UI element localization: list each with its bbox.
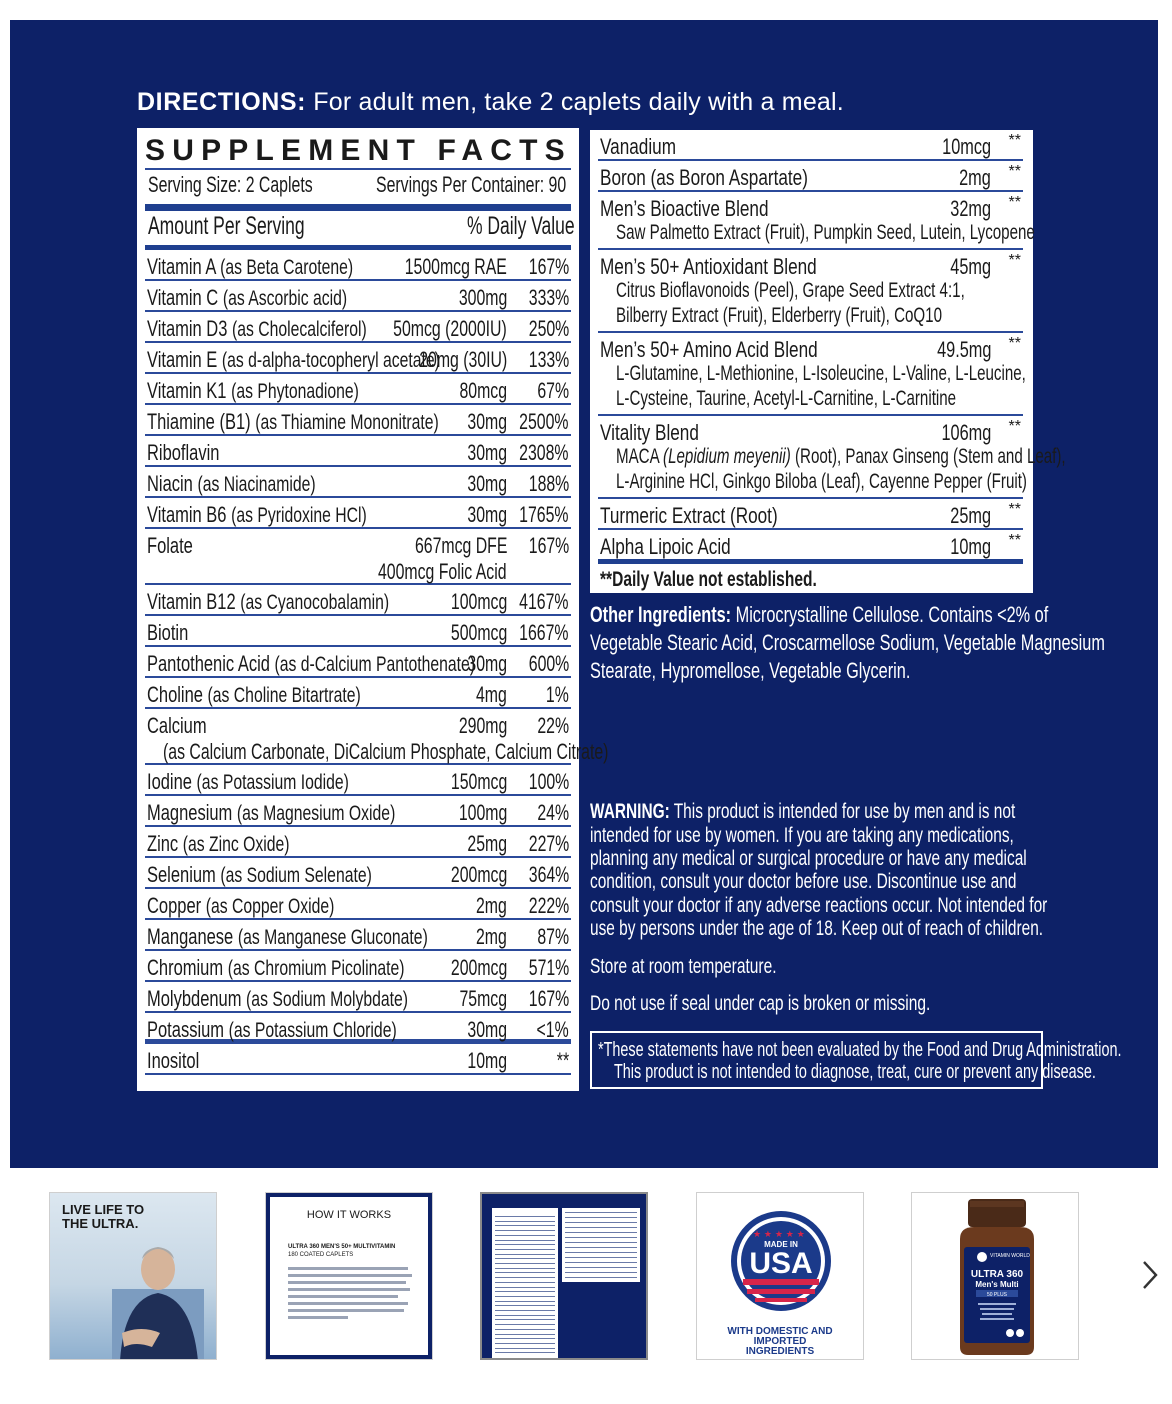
- other-ingredients-line-1: [590, 602, 1048, 628]
- nutrient-row: [145, 436, 571, 467]
- svg-text:★ ★ ★ ★ ★: ★ ★ ★ ★ ★: [753, 1230, 805, 1240]
- nutrient-row: [145, 796, 571, 827]
- divider-thick: [598, 559, 1023, 564]
- nutrient-label: Niacin: [147, 471, 193, 496]
- nutrient-name: [147, 285, 347, 311]
- nutrient-label: Thiamine (B1): [147, 409, 251, 434]
- nutrient-name: [147, 831, 290, 857]
- thumbnail-how-it-works[interactable]: [265, 1192, 433, 1360]
- other-ingredients-label: Other Ingredients:: [590, 602, 732, 627]
- nutrient-name: [147, 800, 395, 826]
- mini-rule: [495, 1272, 555, 1273]
- nutrient-amount: 150mcg: [450, 769, 507, 794]
- mini-rule: [565, 1267, 637, 1268]
- nutrient-source: (as Cholecalciferol): [231, 318, 367, 341]
- nutrient-row: [145, 405, 571, 436]
- how-it-works-title: HOW IT WORKS: [306, 1209, 392, 1221]
- nutrient-amount: 100mcg: [450, 589, 507, 614]
- other-ingredients-text: Microcrystalline Cellulose. Contains <2% of: [731, 602, 1049, 627]
- nutrient-daily-value: 4167%: [519, 589, 569, 614]
- bottle-brand: VITAMIN WORLD: [990, 1253, 1030, 1259]
- nutrient-row: [145, 858, 571, 889]
- blend-name: Men’s Bioactive Blend: [600, 196, 769, 221]
- mini-rule: [565, 1242, 637, 1243]
- nutrient-name: [147, 955, 405, 981]
- nutrient-name: [147, 254, 353, 280]
- nutrient-row: [145, 467, 571, 498]
- nutrient-source: (as Potassium Iodide): [196, 771, 349, 794]
- blend-name: Men’s 50+ Amino Acid Blend: [600, 337, 818, 362]
- bottle-icon: [952, 1197, 1042, 1357]
- nutrient-label: Biotin: [147, 620, 189, 645]
- daily-value-header: % Daily Value: [467, 212, 575, 240]
- blend-row: [598, 333, 1026, 416]
- nutrient-amount: 80mcg: [459, 378, 507, 403]
- nutrient-daily-value: 1%: [546, 682, 569, 707]
- nutrient-label: Riboflavin: [147, 440, 220, 465]
- nutrient-row: [145, 765, 571, 796]
- nutrient-row: [145, 827, 571, 858]
- mini-rule: [565, 1232, 637, 1233]
- mini-rule: [495, 1287, 555, 1288]
- nutrient-name: [147, 1017, 397, 1043]
- how-it-works-product: ULTRA 360 MEN'S 50+ MULTIVITAMIN: [288, 1244, 396, 1250]
- mini-rule: [495, 1225, 555, 1226]
- nutrient-source: (as Magnesium Oxide): [236, 802, 396, 825]
- directions-label: DIRECTIONS:: [137, 88, 307, 116]
- nutrient-source: (as Ascorbic acid): [222, 287, 348, 310]
- nutrient-amount: 30mg: [467, 471, 507, 496]
- amount-per-serving-header: Amount Per Serving: [148, 212, 305, 240]
- fda-disclaimer-box: [590, 1031, 1122, 1089]
- nutrient-daily-value: <1%: [536, 1017, 569, 1042]
- nutrient-name: [147, 620, 188, 646]
- nutrient-amount: 100mg: [458, 800, 507, 825]
- nutrient-daily-value: 167%: [528, 533, 569, 558]
- nutrient-label: Zinc: [147, 831, 179, 856]
- blend-dv-mark: **: [1008, 335, 1021, 352]
- blend-dv-mark: **: [1008, 252, 1021, 269]
- nutrient-daily-value: 571%: [528, 955, 569, 980]
- nutrient-amount: 200mcg: [450, 955, 507, 980]
- mini-rule: [565, 1227, 637, 1228]
- text-line: [288, 1274, 412, 1277]
- nutrient-amount: 200mcg: [450, 862, 507, 887]
- nutrient-row: [145, 374, 571, 405]
- nutrient-label: Chromium: [147, 955, 224, 980]
- nutrient-amount: 30mg: [467, 440, 507, 465]
- nutrient-row: [145, 250, 571, 281]
- blend-dv-mark: **: [1008, 132, 1021, 149]
- nutrient-name: [147, 589, 389, 615]
- nutrient-daily-value: 133%: [528, 347, 569, 372]
- nutrient-daily-value: 250%: [528, 316, 569, 341]
- nutrient-daily-value: 167%: [528, 986, 569, 1011]
- mini-rule: [565, 1277, 637, 1278]
- warning-line-2: intended for use by women. If you are taking any medications,: [590, 824, 1014, 847]
- nutrient-row: [145, 281, 571, 312]
- blend-row: [598, 499, 1023, 530]
- mini-facts-left: [492, 1208, 558, 1358]
- nutrient-daily-value: 227%: [528, 831, 569, 856]
- nutrient-daily-value: 1667%: [519, 620, 569, 645]
- seal-text: Do not use if seal under cap is broken or missing.: [590, 992, 931, 1015]
- mini-rule: [495, 1291, 555, 1292]
- nutrient-label: Inositol: [147, 1048, 200, 1073]
- nutrient-source: (as Thiamine Mononitrate): [255, 411, 439, 434]
- nutrient-daily-value: 364%: [528, 862, 569, 887]
- nutrient-name: [147, 769, 349, 795]
- nutrient-row: [145, 498, 571, 529]
- mini-rule: [495, 1258, 555, 1259]
- blend-ingredients: L-Arginine HCl, Ginkgo Biloba (Leaf), Cayenne Pepper (Fruit): [616, 470, 1027, 493]
- nutrient-name: [147, 471, 316, 497]
- text-line: [288, 1295, 398, 1298]
- domestic-ingredients-caption: WITH DOMESTIC AND IMPORTED INGREDIENTS: [727, 1326, 833, 1357]
- blend-ingredients: Citrus Bioflavonoids (Peel), Grape Seed Extract 4:1,: [616, 279, 965, 302]
- thumbnail-tagline: LIVE LIFE TO THE ULTRA.: [62, 1202, 145, 1231]
- blend-dv-mark: **: [1008, 194, 1021, 211]
- blend-row: [598, 130, 1023, 161]
- mini-facts-right: [562, 1208, 640, 1282]
- blend-row: [598, 161, 1023, 192]
- blend-name: Men’s 50+ Antioxidant Blend: [600, 254, 817, 279]
- nutrient-row: [145, 1013, 571, 1044]
- thumbnail-product-bottle[interactable]: [911, 1192, 1079, 1360]
- blend-amount: 106mg: [941, 420, 991, 445]
- mini-rule: [495, 1305, 555, 1306]
- nutrient-source: (as Sodium Selenate): [220, 864, 372, 887]
- nutrient-label: Vitamin E: [147, 347, 218, 372]
- blend-dv-mark: **: [1008, 163, 1021, 180]
- nutrient-daily-value: 87%: [537, 924, 569, 949]
- nutrient-row: [145, 709, 609, 765]
- nutrient-name: [147, 1048, 199, 1074]
- mini-rule: [565, 1252, 637, 1253]
- nutrient-daily-value: 600%: [528, 651, 569, 676]
- warning-line-1: [590, 800, 1015, 824]
- nutrient-daily-value: 100%: [528, 769, 569, 794]
- nutrient-label: Vitamin B6: [147, 502, 227, 527]
- usa-text: USA: [749, 1247, 813, 1280]
- nutrient-amount: 30mg: [467, 502, 507, 527]
- nutrient-label: Calcium: [147, 713, 207, 738]
- blend-amount: 32mg: [950, 196, 991, 221]
- nutrient-row: [145, 343, 571, 374]
- nutrient-label: Potassium: [147, 1017, 225, 1042]
- main-product-image[interactable]: [10, 20, 1158, 1168]
- nutrient-source: (as Manganese Gluconate): [237, 926, 428, 949]
- other-ingredients-line-2: Vegetable Stearic Acid, Croscarmellose Sodium, Vegetable Magnesium: [590, 630, 1105, 655]
- nutrient-daily-value: 67%: [537, 378, 569, 403]
- nutrient-label: Choline: [147, 682, 203, 707]
- blend-ingredients: Saw Palmetto Extract (Fruit), Pumpkin Seed, Lutein, Lycopene: [616, 221, 1035, 244]
- nutrient-amount: 30mg: [467, 651, 507, 676]
- mini-rule: [495, 1244, 555, 1245]
- directions-text: [137, 88, 1037, 117]
- blend-name: Vitality Blend: [600, 420, 699, 445]
- nutrient-amount: 667mcg DFE: [414, 533, 507, 558]
- mini-rule: [495, 1230, 555, 1231]
- nutrient-daily-value: 22%: [537, 713, 569, 738]
- nutrient-source: (as Zinc Oxide): [182, 833, 290, 856]
- mini-rule: [565, 1237, 637, 1238]
- nutrient-name: [147, 651, 475, 677]
- nutrient-subline: 400mcg Folic Acid: [378, 559, 507, 584]
- mini-rule: [495, 1352, 555, 1353]
- nutrient-row: [145, 647, 571, 678]
- mini-rule: [495, 1249, 555, 1250]
- text-line: [288, 1309, 404, 1312]
- nutrient-row: [145, 585, 571, 616]
- mini-rule: [565, 1222, 637, 1223]
- warning-label: WARNING:: [590, 800, 670, 823]
- nutrient-label: Vitamin K1: [147, 378, 227, 403]
- warning-text: This product is intended for use by men and is not: [669, 800, 1016, 823]
- nutrient-row: [145, 889, 571, 920]
- servings-per-container: Servings Per Container: 90: [376, 172, 567, 197]
- nutrient-source: (as Phytonadione): [231, 380, 359, 403]
- blend-amount: 10mg: [950, 534, 991, 559]
- bottle-age: 50 PLUS: [986, 1292, 1008, 1298]
- mini-rule: [495, 1334, 555, 1335]
- blend-row: [598, 192, 1035, 250]
- mini-rule: [495, 1315, 555, 1316]
- blend-dv-mark: **: [1008, 532, 1021, 549]
- mini-rule: [495, 1240, 555, 1241]
- how-it-works-subtitle: [288, 1243, 395, 1259]
- how-it-works-card: [270, 1197, 428, 1355]
- warning-line-3: planning any medical or surgical procedure or have any medical: [590, 847, 1027, 870]
- mini-rule: [495, 1301, 555, 1302]
- text-line: [288, 1316, 348, 1319]
- nutrient-row: [145, 529, 571, 585]
- nutrient-label: Iodine: [147, 769, 192, 794]
- mini-rule: [495, 1235, 555, 1236]
- nutrient-source: (as d-alpha-tocopheryl acetate): [221, 349, 440, 372]
- nutrient-label: Pantothenic Acid: [147, 651, 270, 676]
- nutrient-source: (as Beta Carotene): [220, 256, 354, 279]
- nutrient-daily-value: 2308%: [519, 440, 569, 465]
- nutrient-name: [147, 862, 372, 888]
- nutrient-daily-value: 2500%: [519, 409, 569, 434]
- mini-rule: [495, 1282, 555, 1283]
- nutrient-amount: 300mg: [458, 285, 507, 310]
- nutrient-row: [145, 616, 571, 647]
- nutrient-amount: 75mcg: [459, 986, 507, 1011]
- nutrient-label: Vitamin B12: [147, 589, 236, 614]
- supplement-facts-right-panel: [590, 130, 1066, 593]
- nutrient-amount: 30mg: [467, 409, 507, 434]
- thumbnail-made-in-usa[interactable]: [696, 1192, 864, 1360]
- daily-value-footnote: **Daily Value not established.: [600, 568, 817, 591]
- blend-amount: 10mcg: [942, 134, 991, 159]
- mini-rule: [495, 1216, 555, 1217]
- blend-name: Boron (as Boron Aspartate): [600, 165, 808, 190]
- nutrient-daily-value: **: [556, 1048, 569, 1073]
- mini-rule: [565, 1272, 637, 1273]
- divider: [145, 168, 571, 170]
- mini-rule: [565, 1212, 637, 1213]
- text-line: [288, 1267, 408, 1270]
- nutrient-label: Copper: [147, 893, 202, 918]
- blend-ingredients: L-Glutamine, L-Methionine, L-Isoleucine, L-Valine, L-Leucine,: [616, 362, 1026, 385]
- nutrient-amount: 50mcg (2000IU): [393, 316, 507, 341]
- made-in-usa-badge-icon: [729, 1209, 833, 1313]
- storage-text: Store at room temperature.: [590, 955, 777, 978]
- blend-row: [598, 416, 1066, 499]
- nutrient-name: [147, 986, 408, 1012]
- divider-thick: [145, 204, 571, 211]
- nutrient-name: [147, 378, 359, 404]
- mini-rule: [495, 1338, 555, 1339]
- nutrient-row: [145, 312, 571, 343]
- nutrient-label: Molybdenum: [147, 986, 242, 1011]
- nutrient-source: (as Choline Bitartrate): [207, 684, 361, 707]
- nutrient-name: [147, 713, 207, 739]
- nutrient-daily-value: 188%: [528, 471, 569, 496]
- nutrient-amount: 500mcg: [450, 620, 507, 645]
- nutrient-name: [147, 316, 367, 342]
- nutrient-source: (as Potassium Chloride): [228, 1019, 397, 1042]
- bottle-subtitle: Men's Multi: [975, 1280, 1019, 1289]
- mini-rule: [495, 1319, 555, 1320]
- nutrient-daily-value: 222%: [528, 893, 569, 918]
- warning-line-4: condition, consult your doctor before use. Discontinue use and: [590, 870, 1017, 893]
- nutrient-name: [147, 502, 367, 528]
- blend-ingredients: Bilberry Extract (Fruit), Elderberry (Fruit), CoQ10: [616, 304, 942, 327]
- nutrient-daily-value: 167%: [528, 254, 569, 279]
- nutrient-name: [147, 893, 334, 919]
- mini-rule: [495, 1263, 555, 1264]
- mini-rule: [495, 1348, 555, 1349]
- nutrient-label: Manganese: [147, 924, 234, 949]
- blend-amount: 45mg: [950, 254, 991, 279]
- nutrient-row: [145, 1044, 571, 1075]
- man-photo-icon: [112, 1229, 204, 1360]
- nutrient-daily-value: 333%: [528, 285, 569, 310]
- fda-line-1: *These statements have not been evaluated by the Food and Drug Administration.: [598, 1039, 1122, 1061]
- nutrient-daily-value: 1765%: [519, 502, 569, 527]
- nutrient-row: [145, 920, 571, 951]
- nutrient-source: (as Pyridoxine HCl): [231, 504, 367, 527]
- fda-line-2: This product is not intended to diagnose, treat, cure or prevent any disease.: [614, 1061, 1096, 1083]
- supplement-facts-title: SUPPLEMENT FACTS: [145, 134, 572, 167]
- mini-rule: [495, 1310, 555, 1311]
- nutrient-source: (as Copper Oxide): [205, 895, 335, 918]
- nutrient-label: Selenium: [147, 862, 216, 887]
- text-line: [288, 1302, 408, 1305]
- bottle-product-name: ULTRA 360: [970, 1269, 1024, 1280]
- blend-row: [598, 530, 1023, 561]
- blend-dv-mark: **: [1008, 501, 1021, 518]
- directions-body: For adult men, take 2 caplets daily with a meal.: [306, 88, 844, 116]
- blend-name: Vanadium: [600, 134, 677, 159]
- thumbnail-lifestyle[interactable]: [49, 1192, 217, 1360]
- warning-line-6: use by persons under the age of 18. Keep out of reach of children.: [590, 917, 1044, 940]
- text-line: [288, 1288, 410, 1291]
- mini-rule: [495, 1296, 555, 1297]
- supplement-facts-left-panel: [137, 128, 609, 1091]
- warning-line-5: consult your doctor if any adverse reactions occur. Not intended for: [590, 894, 1048, 917]
- blend-name: Alpha Lipoic Acid: [600, 534, 731, 559]
- serving-size: Serving Size: 2 Caplets: [148, 172, 313, 197]
- blend-ingredients: MACA (Lepidium meyenii) (Root), Panax Ginseng (Stem and Leaf),: [616, 445, 1066, 468]
- mini-rule: [495, 1277, 555, 1278]
- nutrient-name: [147, 440, 219, 466]
- nutrient-label: Vitamin A: [147, 254, 216, 279]
- mini-rule: [565, 1262, 637, 1263]
- nutrient-source: (as Chromium Picolinate): [227, 957, 405, 980]
- nutrient-source: (as Sodium Molybdate): [246, 988, 409, 1011]
- nutrient-label: Vitamin D3: [147, 316, 228, 341]
- nutrient-amount: 2mg: [476, 924, 507, 949]
- how-it-works-count: 180 COATED CAPLETS: [288, 1252, 354, 1258]
- blend-amount: 49.5mg: [936, 337, 991, 362]
- nutrient-name: [147, 533, 193, 559]
- nutrient-name: [147, 409, 439, 435]
- nutrient-amount: 25mg: [467, 831, 507, 856]
- blend-row: [598, 250, 1023, 333]
- nutrient-source: (as Niacinamide): [197, 473, 316, 496]
- blend-amount: 2mg: [959, 165, 991, 190]
- thumbnail-supplement-facts[interactable]: [480, 1192, 648, 1360]
- mini-rule: [565, 1217, 637, 1218]
- mini-rule: [565, 1247, 637, 1248]
- nutrient-amount: 30mg: [467, 1017, 507, 1042]
- nutrient-row: [145, 951, 571, 982]
- nutrient-amount: 290mg: [458, 713, 507, 738]
- made-in-text: MADE IN: [764, 1240, 798, 1249]
- nutrient-name: [147, 924, 428, 950]
- chevron-right-icon[interactable]: [1138, 1258, 1162, 1292]
- mini-rule: [495, 1254, 555, 1255]
- blend-ingredients: L-Cysteine, Taurine, Acetyl-L-Carnitine, L-Carnitine: [616, 387, 957, 410]
- nutrient-amount: 20mg (30IU): [418, 347, 507, 372]
- nutrient-amount: 1500mcg RAE: [404, 254, 507, 279]
- nutrient-label: Magnesium: [147, 800, 233, 825]
- nutrient-amount: 2mg: [476, 893, 507, 918]
- nutrient-source: (as d-Calcium Pantothenate): [274, 653, 476, 676]
- nutrient-row: [145, 678, 571, 709]
- nutrient-amount: 4mg: [476, 682, 507, 707]
- blend-name: Turmeric Extract (Root): [600, 503, 778, 528]
- blend-amount: 25mg: [950, 503, 991, 528]
- mini-rule: [495, 1324, 555, 1325]
- nutrient-amount: 10mg: [467, 1048, 507, 1073]
- nutrient-subline: (as Calcium Carbonate, DiCalcium Phosphate, Calcium Citrate): [163, 739, 609, 764]
- nutrient-name: [147, 682, 361, 708]
- mini-rule: [495, 1221, 555, 1222]
- nutrient-label: Folate: [147, 533, 193, 558]
- mini-rule: [495, 1329, 555, 1330]
- mini-rule: [495, 1268, 555, 1269]
- mini-rule: [565, 1257, 637, 1258]
- nutrient-daily-value: 24%: [537, 800, 569, 825]
- blend-dv-mark: **: [1008, 418, 1021, 435]
- nutrient-source: (as Cyanocobalamin): [240, 591, 390, 614]
- nutrient-label: Vitamin C: [147, 285, 219, 310]
- nutrient-row: [145, 982, 571, 1013]
- text-line: [288, 1281, 406, 1284]
- mini-rule: [495, 1343, 555, 1344]
- other-ingredients-line-3: Stearate, Hypromellose, Vegetable Glycerin.: [590, 658, 911, 683]
- nutrient-name: [147, 347, 440, 373]
